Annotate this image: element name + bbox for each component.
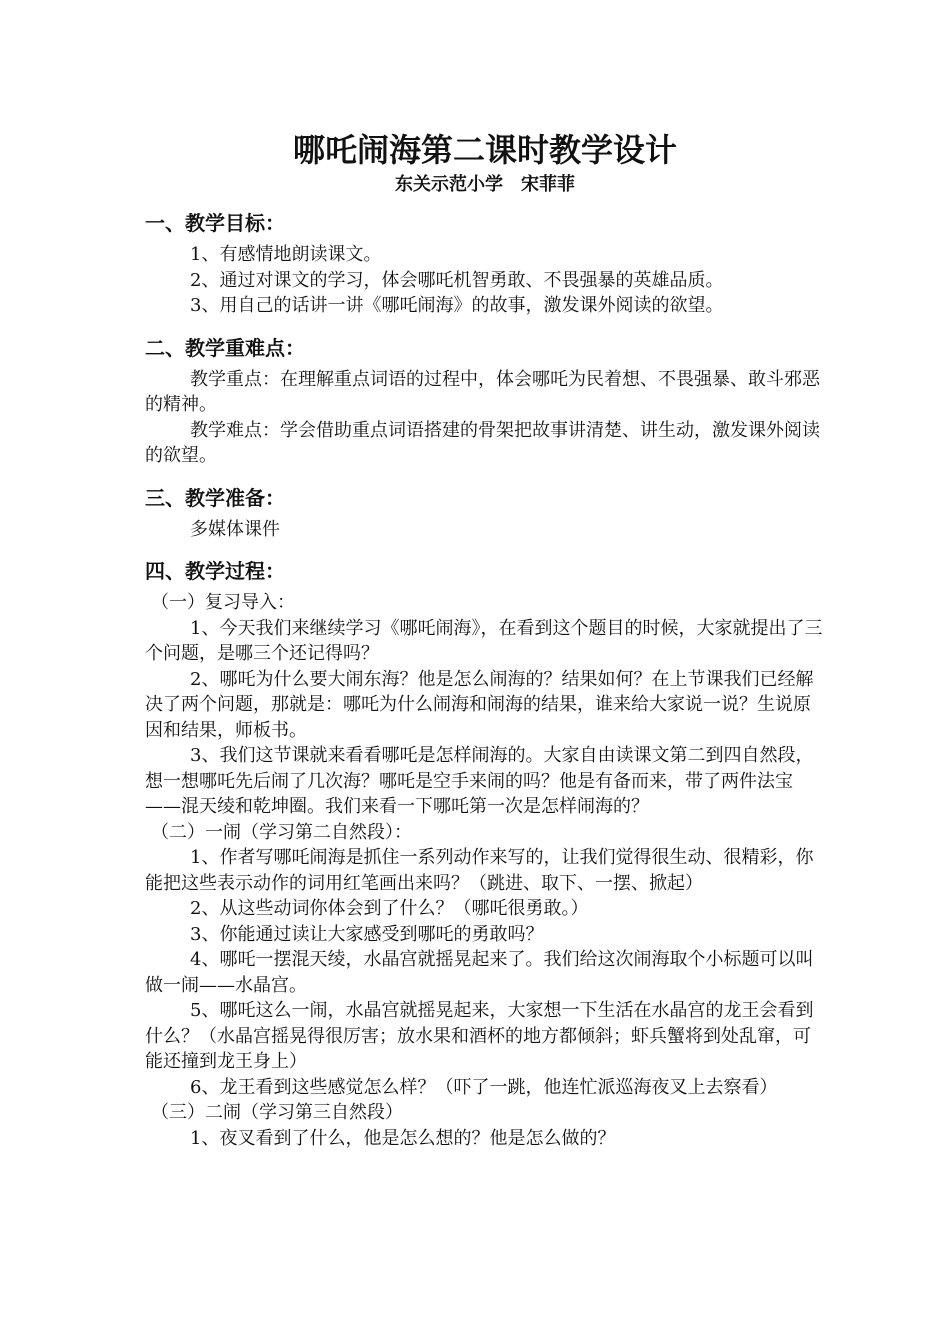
process-paragraph: 1、今天我们来继续学习《哪吒闹海》，在看到这个题目的时候，大家就提出了三个问题，是哪三个还记得吗？ [145,617,823,664]
process-paragraph: 5、哪吒这么一闹，水晶宫就摇晃起来，大家想一下生活在水晶宫的龙王会看到什么？（水晶宫摇晃得很厉害；放水果和酒杯的地方都倾斜；虾兵蟹将到处乱窜，可能还撞到龙王身上） [145,1000,814,1072]
preparation-item: 多媒体课件 [190,518,280,540]
process-paragraph: 3、我们这节课就来看看哪吒是怎样闹海的。大家自由读课文第二到四自然段，想一想哪吒先后闹了几次海？哪吒是空手来闹的吗？他是有备而来，带了两件法宝——混天绫和乾坤圈。我们来看一下哪吒第一次是怎样闹海的？ [145,745,814,817]
section-heading-objectives: 一、教学目标： [145,211,285,235]
key-point-paragraph: 教学重点：在理解重点词语的过程中，体会哪吒为民着想、不畏强暴、敢斗邪恶的精神。 [145,368,820,415]
difficulty-paragraph: 教学难点：学会借助重点词语搭建的骨架把故事讲清楚、讲生动，激发课外阅读的欲望。 [145,419,820,466]
process-paragraph: 2、哪吒为什么要大闹东海？他是怎么闹海的？结果如何？在上节课我们已经解决了两个问题，那就是：哪吒为什么闹海和闹海的结果，谁来给大家说一说？生说原因和结果，师板书。 [145,668,814,741]
section-heading-process: 四、教学过程： [145,559,285,583]
document-author-line: 东关示范小学 宋菲菲 [395,174,575,195]
objective-item: 3、用自己的话讲一讲《哪吒闹海》的故事，激发课外阅读的欲望。 [190,295,724,316]
process-part-title: （三）二闹（学习第三自然段） [151,1102,403,1123]
process-paragraph: 6、龙王看到这些感觉怎么样？（吓了一跳，他连忙派巡海夜叉上去察看） [190,1076,778,1098]
objective-item: 1、有感情地朗读课文。 [190,244,382,265]
section-heading-key-points: 二、教学重难点： [145,335,305,360]
document-page [145,128,825,1151]
process-part-title: （一）复习导入： [151,592,295,613]
document-title: 哪吒闹海第二课时教学设计 [292,131,677,169]
process-paragraph: 1、夜叉看到了什么，他是怎么想的？他是怎么做的？ [190,1127,616,1149]
process-paragraph: 3、你能通过读让大家感受到哪吒的勇敢吗？ [190,923,544,945]
process-part-title: （二）一闹（学习第二自然段）： [151,821,412,843]
process-paragraph: 4、哪吒一摆混天绫，水晶宫就摇晃起来了。我们给这次闹海取个小标题可以叫做一闹——水晶宫。 [145,949,814,996]
section-heading-preparation: 三、教学准备： [145,485,285,510]
objective-item: 2、通过对课文的学习，体会哪吒机智勇敢、不畏强暴的英雄品质。 [190,269,724,291]
process-paragraph: 2、从这些动词你体会到了什么？（哪吒很勇敢。） [190,898,589,919]
process-paragraph: 1、作者写哪吒闹海是抓住一系列动作来写的，让我们觉得很生动、很精彩，你能把这些表示动作的词用红笔画出来吗？（跳进、取下、一摆、掀起） [145,847,814,894]
